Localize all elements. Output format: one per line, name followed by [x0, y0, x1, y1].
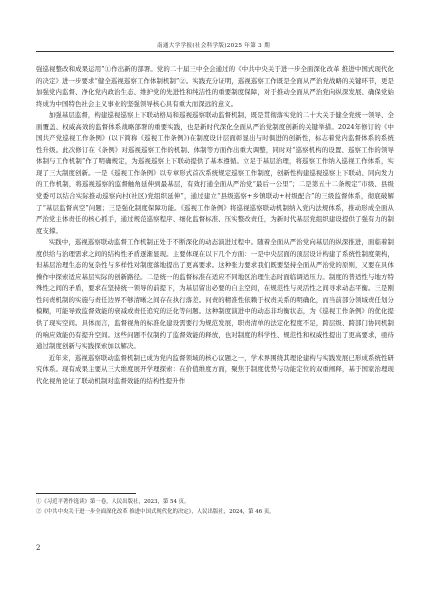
header-divider [36, 51, 394, 52]
journal-header: 南通大学学报(社会科学版)2025 年第 3 期 [156, 43, 270, 49]
paragraph-research: 近年来，巡视巡察联动监督机制已成为党内监督领域的核心议题之一，学术界围绕其理论建构与实践发展已形成系统性研究体系。现有成果主要从三大维度展开学理探索：在价值维度方面，聚焦于制度优势与功能定位的双重阐释，基于国家治理现代化视角论证了联动机制对监督效能的结构性提升作 [36, 353, 394, 385]
footnote-1: ①《习近平著作选读》第一卷，人民出版社，2023，第 54 页。 [36, 499, 190, 505]
page-number: 2 [36, 544, 41, 552]
article-body [36, 64, 394, 387]
paragraph-practice: 实践中，巡视巡察联动监督工作机制正处于不断深化的动态演进过程中。随着全面从严治党向基层的纵深推进，面临着制度供给与治理需求之间的结构性矛盾逐渐显现。主要体现在以下几个方面：一是中央层面的顶层设计构建了系统性制度架构，但基层治理生态的复杂性与多样性对制度落地提出了更高要求。这种张力要求我们既要坚持全面从严治党的原则，又要在具体操作中探索适应基层实际的创新路径。二是统一的监督标准在适应不同地区治理生态时面临调适压力。制度的普适性与地方特殊性之间的矛盾，要求在坚持统一领导的前提下，为基层留出必要的自主空间，在规范性与灵活性之间寻求动态平衡。三是刚性问责机制的实施与责任边界不够清晰之间存在执行落差。问责的精准性依赖于权责关系的明确化，而当前部分领域责任划分模糊，可能导致监督效能的衰减或责任追究的泛化等问题。这种制度演进中的动态非均衡状态，为《巡视工作条例》的优化提供了现实空间。具体而言，监督视角的标准化建设需要行为规范发展，职责清单的法定化程度不足，跨层级、跨部门协同机制的响应效能仍有提升空间。这些问题不仅制约了监督效能的释放，也对制度的科学性、规范性和权威性提出了更高要求，亟待通过制度创新与实践探索加以解决。 [36, 238, 394, 351]
footnotes [36, 497, 394, 517]
paragraph-base-supervision: 加强基层监督，构建巡视巡察上下联动格局和巡视巡察联动监督机制，既是贯彻落实党的二十大关于健全党统一领导、全面覆盖、权威高效的监督体系战略部署的重要实践，也是新时代深化全面从严治党制度创新的关键举措。2024年修订的《中国共产党巡视工作条例》(以下简称《巡视工作条例》)在制度设计层面彰显出与时俱进的创新性，标志着党内监督体系的系统性升级。此次修订在《条例》对巡视巡察工作的机制、体制等方面作出重大调整，同时对“巡察机构的设置、巡察工作的领导体制与工作机制”作了明确规定，为巡视巡察上下联动提供了基本遵循。立足于基层治理，将巡察工作纳入巡视工作体系，实现了三大制度创新。一是《巡视工作条例》以专章形式首次系统规定巡察工作制度，创新性构建巡视巡察上下联动、同向发力的工作机制，将巡视巡察的监督触角延伸到最基层，有效打通全面从严治党“最后一公里”；二是第五十二条规定“市级、县级党委可以结合实际推动巡察向村(社区)党组织延伸”，通过建立“县级巡察+乡镇联动+村级配合”的三级监督体系，彻底破解了“基层监督真空”问题；三是强化制度保障功能。《巡视工作条例》将巡视巡察联动机制纳入党内法规体系，推动形成全面从严治党主体责任的核心抓手，通过规范巡察程序、细化监督标准、压实整改责任，为新时代基层党组织建设提供了强有力的制度支撑。 [36, 111, 394, 235]
footnote-divider [36, 493, 136, 494]
footnote-2: ②《中共中央关于进一步全面深化改革 推进中国式现代化的决定》，人民出版社，2024，第 46 页。 [36, 509, 275, 515]
paragraph-continuation: 强巡视整改和成果运用”①作出新的部署。党的二十届三中全会通过的《中共中央关于进一步全面深化改革 推进中国式现代化的决定》进一步要求“健全巡视巡察工作体制机制”②。实践充分证明，巡视巡察工作既是全面从严治党战略的关键环节，更是加强党内监督、净化党内政治生态、维护党的先进性和纯洁性的重要制度保障，对于推动全面从严治党向纵深发展、确保党始终成为中国特色社会主义事业的坚强领导核心具有重大而深远的意义。 [36, 65, 394, 108]
